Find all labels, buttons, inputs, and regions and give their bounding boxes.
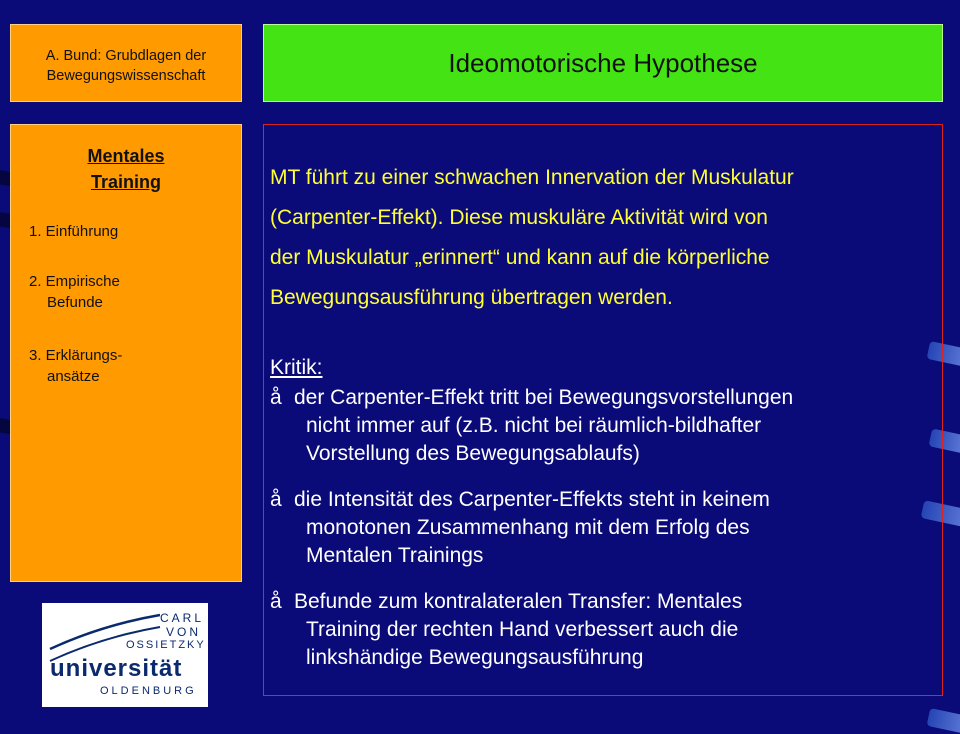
sidebar-item-label: 1. Einführung: [29, 223, 119, 240]
bullet-text: die Intensität des Carpenter-Effekts steht in keinem: [294, 488, 770, 511]
sidebar-item-label-2: ansätze: [47, 368, 100, 385]
sidebar-item-label: 3. Erklärungs-: [29, 347, 123, 364]
course-line-1: A. Bund: Grubdlagen der: [45, 48, 207, 64]
sidebar-item-label-2: Befunde: [47, 294, 103, 311]
sidebar-item-einfuehrung[interactable]: [29, 221, 118, 242]
sidebar-heading-line-1: Mentales: [87, 146, 165, 166]
hypothesis-line: (Carpenter-Effekt). Diese muskuläre Aktivität wird von: [270, 206, 768, 229]
slide-title: Ideomotorische Hypothese: [448, 47, 758, 78]
bullet-arrow-icon: å: [270, 590, 282, 613]
bullet-text: linkshändige Bewegungsausführung: [306, 646, 644, 669]
critique-heading: Kritik:: [270, 356, 323, 379]
bullet-text: nicht immer auf (z.B. nicht bei räumlich-bildhafter: [306, 414, 762, 437]
sidebar-item-empirische-befunde[interactable]: [29, 271, 120, 313]
bullet-text: der Carpenter-Effekt tritt bei Bewegungsvorstellungen: [294, 386, 794, 409]
bullet-arrow-icon: å: [270, 386, 282, 409]
sidebar-item-label: 2. Empirische: [29, 273, 120, 290]
critique-bullet: [270, 486, 940, 570]
logo-line-4: universität: [50, 655, 183, 682]
hypothesis-line: MT führt zu einer schwachen Innervation der Muskulatur: [270, 166, 794, 189]
logo-line-5: OLDENBURG: [100, 685, 197, 697]
critique-bullet: [270, 588, 940, 672]
bullet-text: Vorstellung des Bewegungsablaufs): [306, 442, 640, 465]
bullet-arrow-icon: å: [270, 488, 282, 511]
bullet-text: Befunde zum kontralateralen Transfer: Mentales: [294, 590, 743, 613]
bullet-text: monotonen Zusammenhang mit dem Erfolg des: [306, 516, 750, 539]
university-logo: [42, 603, 208, 707]
logo-line-3: OSSIETZKY: [126, 639, 206, 651]
hypothesis-text: [270, 158, 950, 318]
logo-line-2: VON: [166, 625, 202, 639]
course-line-2: Bewegungswissenschaft: [46, 68, 206, 84]
background-stripe: [927, 708, 960, 734]
logo-line-1: CARL: [160, 611, 205, 625]
hypothesis-line: der Muskulatur „erinnert“ und kann auf die körperliche: [270, 246, 770, 269]
bullet-text: Mentalen Trainings: [306, 544, 484, 567]
course-info-box: [10, 24, 242, 102]
hypothesis-line: Bewegungsausführung übertragen werden.: [270, 286, 673, 309]
sidebar-item-erklaerungsansaetze[interactable]: [29, 345, 122, 387]
sidebar-nav: [10, 124, 242, 582]
critique-bullet: [270, 384, 940, 468]
sidebar-heading-line-2: Training: [90, 172, 161, 192]
sidebar-heading: [11, 143, 241, 195]
bullet-text: Training der rechten Hand verbessert auch die: [306, 618, 739, 641]
slide-title-box: [263, 24, 943, 102]
